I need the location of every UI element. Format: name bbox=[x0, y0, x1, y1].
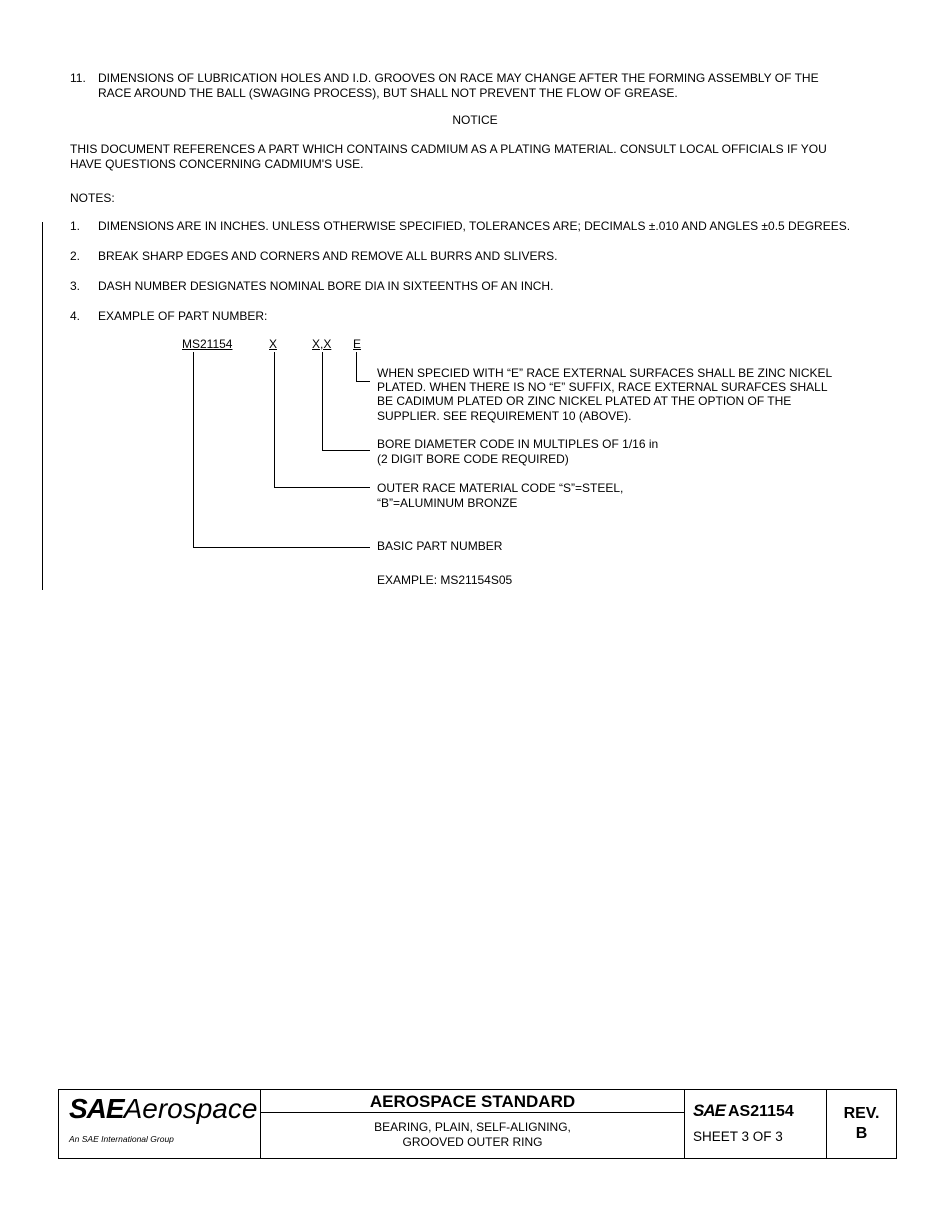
basic-leader-vertical bbox=[193, 352, 194, 548]
document-id-cell bbox=[685, 1090, 827, 1158]
material-desc-line-1: OUTER RACE MATERIAL CODE “S”=STEEL, bbox=[377, 481, 624, 495]
document-number bbox=[693, 1101, 794, 1120]
bore-leader-horizontal bbox=[322, 450, 370, 451]
bore-desc-line-2: (2 DIGIT BORE CODE REQUIRED) bbox=[377, 452, 569, 466]
logo-sae-text: SAE bbox=[69, 1093, 124, 1124]
notice-heading: NOTICE bbox=[452, 113, 498, 127]
standard-description bbox=[261, 1120, 684, 1149]
material-leader-horizontal bbox=[274, 487, 370, 488]
revision-cell bbox=[827, 1090, 896, 1158]
basic-desc: BASIC PART NUMBER bbox=[377, 539, 503, 553]
suffix-leader-vertical bbox=[356, 352, 357, 382]
logo-cell bbox=[59, 1090, 261, 1158]
doc-sae-logo: SAE bbox=[693, 1101, 725, 1120]
description-line-2: GROOVED OUTER RING bbox=[402, 1134, 543, 1149]
title-block bbox=[58, 1089, 897, 1159]
material-leader-vertical bbox=[274, 352, 275, 488]
note-11-line-2: RACE AROUND THE BALL (SWAGING PROCESS), BUT SHALL NOT PREVENT THE FLOW OF GREASE. bbox=[98, 86, 678, 100]
notes-heading: NOTES: bbox=[70, 191, 115, 205]
note-1-number: 1. bbox=[70, 219, 81, 233]
revision-label: REV. bbox=[843, 1105, 880, 1122]
part-number-example: EXAMPLE: MS21154S05 bbox=[377, 573, 513, 587]
pn-suffix-code: E bbox=[353, 337, 362, 351]
description-line-1: BEARING, PLAIN, SELF-ALIGNING, bbox=[374, 1120, 571, 1134]
suffix-leader-horizontal bbox=[356, 381, 370, 382]
sheet-number: SHEET 3 OF 3 bbox=[693, 1129, 783, 1144]
note-1-text: DIMENSIONS ARE IN INCHES. UNLESS OTHERWISE SPECIFIED, TOLERANCES ARE; DECIMALS ±.010 AND ANGLES ±0.5 DEGREES. bbox=[98, 219, 851, 233]
bore-leader-vertical bbox=[322, 352, 323, 451]
note-11-line-1: DIMENSIONS OF LUBRICATION HOLES AND I.D. GROOVES ON RACE MAY CHANGE AFTER THE FORMING ASSEMBLY OF THE bbox=[98, 71, 819, 85]
note-2-number: 2. bbox=[70, 249, 81, 263]
suffix-desc-line-1: WHEN SPECIED WITH “E” RACE EXTERNAL SURFACES SHALL BE ZINC NICKEL bbox=[377, 366, 833, 380]
standard-title: AEROSPACE STANDARD bbox=[261, 1090, 684, 1113]
logo-subtitle: An SAE International Group bbox=[69, 1134, 174, 1144]
suffix-desc-line-4: SUPPLIER. SEE REQUIREMENT 10 (ABOVE). bbox=[377, 409, 632, 423]
suffix-desc-line-3: BE CADIMUM PLATED OR ZINC NICKEL PLATED AT THE OPTION OF THE bbox=[377, 394, 792, 408]
revision-value: B bbox=[855, 1125, 868, 1142]
revision-change-bar bbox=[42, 222, 43, 590]
note-2-text: BREAK SHARP EDGES AND CORNERS AND REMOVE ALL BURRS AND SLIVERS. bbox=[98, 249, 558, 263]
note-11-number: 11. bbox=[70, 71, 86, 85]
sae-aerospace-logo bbox=[69, 1093, 258, 1124]
revision bbox=[827, 1104, 896, 1144]
bore-desc-line-1: BORE DIAMETER CODE IN MULTIPLES OF 1/16 in bbox=[377, 437, 659, 451]
note-3-text: DASH NUMBER DESIGNATES NOMINAL BORE DIA IN SIXTEENTHS OF AN INCH. bbox=[98, 279, 554, 293]
note-4-number: 4. bbox=[70, 309, 81, 323]
pn-material-code: X bbox=[269, 337, 278, 351]
suffix-desc-line-2: PLATED. WHEN THERE IS NO “E” SUFFIX, RACE EXTERNAL SURAFCES SHALL bbox=[377, 380, 828, 394]
basic-leader-horizontal bbox=[193, 547, 370, 548]
material-desc-line-2: “B”=ALUMINUM BRONZE bbox=[377, 496, 518, 510]
notice-line-1: THIS DOCUMENT REFERENCES A PART WHICH CONTAINS CADMIUM AS A PLATING MATERIAL. CONSULT LOCAL OFFICIALS IF YOU bbox=[70, 142, 827, 156]
pn-basic-code: MS21154 bbox=[182, 337, 233, 351]
pn-bore-code: X,X bbox=[312, 337, 332, 351]
note-3-number: 3. bbox=[70, 279, 81, 293]
note-4-text: EXAMPLE OF PART NUMBER: bbox=[98, 309, 268, 323]
doc-number-text: AS21154 bbox=[727, 1103, 794, 1120]
title-cell bbox=[261, 1090, 685, 1158]
logo-aerospace-text: Aerospace bbox=[123, 1093, 258, 1124]
notice-line-2: HAVE QUESTIONS CONCERNING CADMIUM'S USE. bbox=[70, 157, 364, 171]
